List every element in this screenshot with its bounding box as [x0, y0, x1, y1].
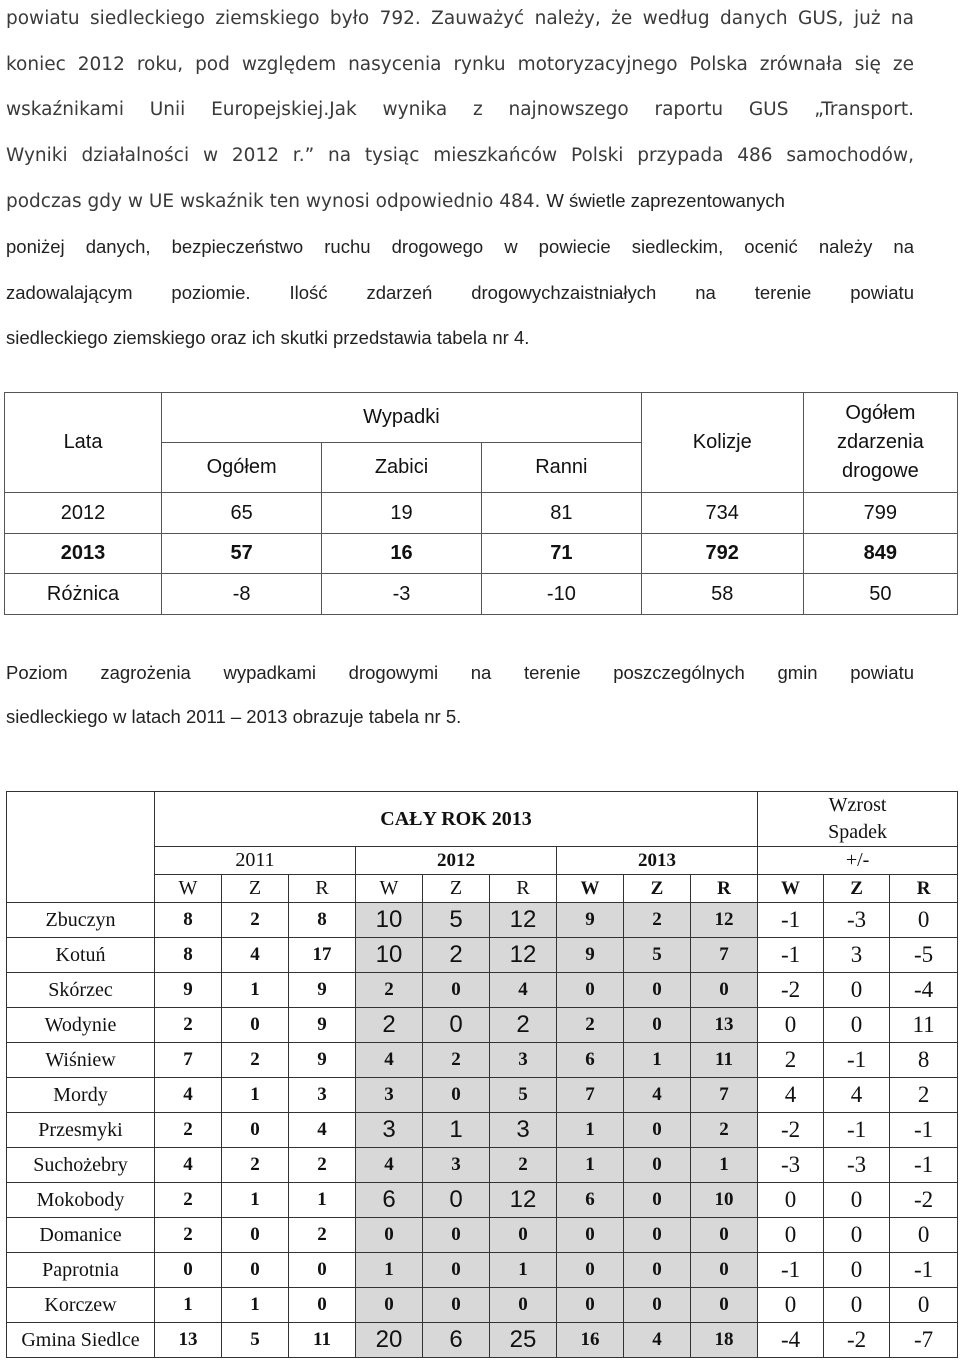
table-cell: 1 [356, 1253, 423, 1288]
table-row [7, 938, 958, 973]
table-cell: 0 [758, 1008, 824, 1043]
table-row [7, 903, 958, 938]
table-cell: Różnica [5, 574, 162, 615]
table-cell: 1 [490, 1253, 557, 1288]
table-cell: 3 [824, 938, 890, 973]
table-cell: -8 [162, 574, 322, 615]
table-cell: 4 [758, 1078, 824, 1113]
table-cell: 0 [691, 1288, 758, 1323]
table-cell: 0 [222, 1113, 289, 1148]
table-row [7, 973, 958, 1008]
table-row [7, 1253, 958, 1288]
table-row [7, 1113, 958, 1148]
header-wypadki: Wypadki [162, 393, 642, 443]
table-cell: 3 [289, 1078, 356, 1113]
table-cell: -1 [824, 1113, 890, 1148]
table-cell: 0 [624, 1288, 691, 1323]
table-cell: 2012 [5, 493, 162, 534]
table-cell: 4 [155, 1078, 222, 1113]
table-cell: 4 [356, 1148, 423, 1183]
table-row [7, 1323, 958, 1358]
table-cell: 13 [691, 1008, 758, 1043]
table-cell: 6 [423, 1323, 490, 1358]
table-cell: 2 [758, 1043, 824, 1078]
diff-label: +/- [758, 847, 958, 875]
table-cell: 1 [222, 973, 289, 1008]
col-header: W [356, 875, 423, 903]
col-header: Z [824, 875, 890, 903]
col-header: R [890, 875, 958, 903]
header-lata: Lata [5, 393, 162, 493]
table-cell: 11 [890, 1008, 958, 1043]
table-title: CAŁY ROK 2013 [155, 792, 758, 847]
middle-line-2: siedleckiego w latach 2011 – 2013 obrazuje tabela nr 5. [6, 706, 462, 727]
intro-line-4: Wyniki działalności w 2012 r.” na tysiąc mieszkańców Polski przypada 486 samochodów, [6, 144, 914, 166]
intro-line-3a: wskaźnikami Unii Europejskiej. [6, 99, 330, 121]
table-cell: -5 [890, 938, 958, 973]
table-cell: 0 [423, 1218, 490, 1253]
wzrost-label: Wzrost [758, 792, 958, 820]
year-2013: 2013 [557, 847, 758, 875]
table-cell: 11 [289, 1323, 356, 1358]
table-cell: 0 [557, 1218, 624, 1253]
table-cell: 65 [162, 493, 322, 534]
table-cell: 2 [490, 1008, 557, 1043]
table-cell: 2 [222, 1148, 289, 1183]
table-cell: 2 [557, 1008, 624, 1043]
table-cell: 849 [803, 534, 957, 574]
table-cell: 9 [289, 973, 356, 1008]
table-cell: 8 [289, 903, 356, 938]
col-header: Z [624, 875, 691, 903]
table-cell: -4 [758, 1323, 824, 1358]
table-cell: -1 [758, 938, 824, 973]
table-cell: 734 [641, 493, 803, 534]
col-header: W [557, 875, 624, 903]
table-cell: 4 [356, 1043, 423, 1078]
table-cell: 2 [624, 903, 691, 938]
table-cell: 0 [824, 973, 890, 1008]
table-cell: 3 [490, 1113, 557, 1148]
intro-paragraph [6, 0, 914, 361]
table-cell: 792 [641, 534, 803, 574]
table-cell: 0 [824, 1218, 890, 1253]
table-cell: 9 [557, 903, 624, 938]
table-cell: -3 [758, 1148, 824, 1183]
table-cell: 1 [423, 1113, 490, 1148]
table-cell: 1 [624, 1043, 691, 1078]
table-cell: 2013 [5, 534, 162, 574]
table-cell: 8 [155, 938, 222, 973]
accidents-summary-table [4, 392, 958, 615]
table-cell: 0 [624, 1183, 691, 1218]
table-cell: -3 [824, 903, 890, 938]
table-body [7, 903, 958, 1358]
table-row [7, 1008, 958, 1043]
intro-line-2: koniec 2012 roku, pod względem nasycenia rynku motoryzacyjnego Polska zrównała się ze [6, 53, 914, 75]
table-cell: 10 [691, 1183, 758, 1218]
table-cell: 20 [356, 1323, 423, 1358]
intro-line-7a: zadowalającym poziomie. Ilość zdarzeń drogowych [6, 281, 561, 303]
col-header: R [691, 875, 758, 903]
table-cell: 0 [557, 1253, 624, 1288]
table-cell: 4 [824, 1078, 890, 1113]
table-cell: 2 [356, 973, 423, 1008]
gmina-name: Mordy [7, 1078, 155, 1113]
table-cell: -1 [824, 1043, 890, 1078]
table-cell: 12 [490, 903, 557, 938]
table-cell: 5 [624, 938, 691, 973]
table-cell: 7 [155, 1043, 222, 1078]
table-cell: -1 [758, 903, 824, 938]
table-cell: 0 [890, 903, 958, 938]
gmina-name: Domanice [7, 1218, 155, 1253]
middle-line-1: Poziom zagrożenia wypadkami drogowymi na terenie poszczególnych gmin powiatu [6, 662, 914, 683]
table-cell: 0 [691, 1253, 758, 1288]
table-cell: 6 [557, 1043, 624, 1078]
col-header: W [758, 875, 824, 903]
table-cell: 19 [322, 493, 482, 534]
table-row [7, 1043, 958, 1078]
table-cell: 0 [557, 1288, 624, 1323]
header-kolizje: Kolizje [641, 393, 803, 493]
table-cell: 1 [222, 1183, 289, 1218]
header-zdarzenia-3: drogowe [841, 460, 919, 482]
table-cell: 2 [423, 938, 490, 973]
table-cell: 25 [490, 1323, 557, 1358]
table-cell: 5 [222, 1323, 289, 1358]
table-cell: 9 [557, 938, 624, 973]
table-cell: -10 [481, 574, 641, 615]
table-cell: 0 [155, 1253, 222, 1288]
table-cell: 3 [490, 1043, 557, 1078]
table-cell: -7 [890, 1323, 958, 1358]
table-cell: -1 [758, 1253, 824, 1288]
table-cell: 7 [691, 1078, 758, 1113]
table-cell: 0 [824, 1288, 890, 1323]
table-cell: 2 [222, 903, 289, 938]
table-cell: 0 [289, 1288, 356, 1323]
table-cell: 2 [222, 1043, 289, 1078]
table-cell: 10 [356, 903, 423, 938]
table-cell: 4 [289, 1113, 356, 1148]
table-cell: 1 [222, 1078, 289, 1113]
table-cell: 4 [490, 973, 557, 1008]
table-cell: 50 [803, 574, 957, 615]
table-cell: 2 [155, 1183, 222, 1218]
table-cell: 6 [557, 1183, 624, 1218]
table-cell: 4 [624, 1323, 691, 1358]
gminy-accidents-table [6, 791, 958, 1358]
gmina-name: Gmina Siedlce [7, 1323, 155, 1358]
table-cell: 12 [490, 938, 557, 973]
table-cell: 0 [758, 1288, 824, 1323]
gmina-name: Wodynie [7, 1008, 155, 1043]
table-cell: 2 [289, 1218, 356, 1253]
intro-line-5a: podczas gdy w UE wskaźnik ten wynosi odpowiednio 484. [6, 191, 541, 213]
table-cell: 16 [322, 534, 482, 574]
table-cell: 8 [155, 903, 222, 938]
table-cell: 0 [624, 973, 691, 1008]
intro-line-7b: zaistniałych na terenie powiatu [560, 281, 914, 303]
table-cell: 0 [356, 1218, 423, 1253]
intro-line-5 [6, 178, 914, 224]
table-cell: 1 [691, 1148, 758, 1183]
table-cell: 6 [356, 1183, 423, 1218]
table-cell: 2 [423, 1043, 490, 1078]
table-cell: -2 [758, 973, 824, 1008]
table-cell: 3 [423, 1148, 490, 1183]
table-cell: -1 [890, 1253, 958, 1288]
col-header: R [490, 875, 557, 903]
table-cell: 0 [222, 1008, 289, 1043]
col-header: Z [222, 875, 289, 903]
table-cell: 1 [557, 1113, 624, 1148]
table-cell: 0 [824, 1008, 890, 1043]
table-cell: 0 [624, 1008, 691, 1043]
table-cell: 0 [423, 1183, 490, 1218]
gmina-name: Korczew [7, 1288, 155, 1323]
header-ranni: Ranni [481, 443, 641, 493]
spadek-label: Spadek [758, 819, 958, 847]
table-cell: 2 [289, 1148, 356, 1183]
table-cell: 10 [356, 938, 423, 973]
table-row [7, 1288, 958, 1323]
table-cell: 0 [624, 1148, 691, 1183]
intro-line-1: powiatu siedleckiego ziemskiego było 792. Zauważyć należy, że według danych GUS, już na [6, 8, 914, 29]
table-cell: 0 [890, 1288, 958, 1323]
table-cell: 9 [155, 973, 222, 1008]
header-zdarzenia-1: Ogółem [845, 402, 916, 424]
table-cell: 0 [624, 1113, 691, 1148]
table-cell: 57 [162, 534, 322, 574]
intro-line-5b: W świetle zaprezentowanych [546, 190, 785, 212]
table-cell: 9 [289, 1043, 356, 1078]
table-cell: 2 [691, 1113, 758, 1148]
gmina-name: Paprotnia [7, 1253, 155, 1288]
gmina-name: Suchożebry [7, 1148, 155, 1183]
col-header: W [155, 875, 222, 903]
intro-line-6: poniżej danych, bezpieczeństwo ruchu drogowego w powiecie siedleckim, ocenić należy na [6, 235, 914, 257]
table-cell: 12 [490, 1183, 557, 1218]
table-cell: 0 [490, 1288, 557, 1323]
table-cell: 13 [155, 1323, 222, 1358]
table-cell: 0 [624, 1218, 691, 1253]
intro-line-7 [6, 270, 914, 316]
table-cell: 18 [691, 1323, 758, 1358]
table-cell: 1 [557, 1148, 624, 1183]
table-cell: 0 [222, 1253, 289, 1288]
table-cell: 0 [691, 973, 758, 1008]
table-cell: 0 [557, 973, 624, 1008]
table-cell: 58 [641, 574, 803, 615]
table-cell: -1 [890, 1113, 958, 1148]
table-cell: 1 [222, 1288, 289, 1323]
table-cell: 5 [490, 1078, 557, 1113]
table-cell: 0 [423, 1078, 490, 1113]
header-ogolem-zdarzenia [803, 393, 957, 493]
table-row [5, 493, 958, 534]
gmina-name: Zbuczyn [7, 903, 155, 938]
intro-line-8: siedleckiego ziemskiego oraz ich skutki przedstawia tabela nr 4. [6, 327, 530, 349]
table-cell: 2 [155, 1218, 222, 1253]
table-cell: 2 [890, 1078, 958, 1113]
table-cell: 1 [289, 1183, 356, 1218]
table-cell: 17 [289, 938, 356, 973]
table-cell: 0 [691, 1218, 758, 1253]
year-2012: 2012 [356, 847, 557, 875]
table-cell: 0 [289, 1253, 356, 1288]
table-cell: 0 [423, 1253, 490, 1288]
table-cell: 8 [890, 1043, 958, 1078]
corner-cell [7, 792, 155, 903]
header-zdarzenia-2: zdarzenia [836, 431, 924, 453]
intro-line-3b: Jak wynika z najnowszego raportu GUS „Transport. [329, 99, 914, 121]
gmina-name: Skórzec [7, 973, 155, 1008]
col-header: R [289, 875, 356, 903]
table-cell: -4 [890, 973, 958, 1008]
gmina-name: Przesmyki [7, 1113, 155, 1148]
table-cell: 0 [222, 1218, 289, 1253]
gmina-name: Mokobody [7, 1183, 155, 1218]
table-cell: -2 [890, 1183, 958, 1218]
table-row [7, 1148, 958, 1183]
table-row [7, 1218, 958, 1253]
table-cell: -2 [758, 1113, 824, 1148]
table-cell: 0 [824, 1183, 890, 1218]
table-cell: 0 [423, 1288, 490, 1323]
table-cell: 81 [481, 493, 641, 534]
header-zabici: Zabici [322, 443, 482, 493]
table-cell: 3 [356, 1113, 423, 1148]
table-cell: 0 [824, 1253, 890, 1288]
table-cell: 2 [490, 1148, 557, 1183]
table-cell: 2 [155, 1113, 222, 1148]
table-cell: 4 [624, 1078, 691, 1113]
table-cell: 1 [155, 1288, 222, 1323]
table-row [5, 574, 958, 615]
table-cell: 0 [758, 1183, 824, 1218]
col-header: Z [423, 875, 490, 903]
table-row [5, 534, 958, 574]
table-cell: 16 [557, 1323, 624, 1358]
gmina-name: Wiśniew [7, 1043, 155, 1078]
table-cell: -2 [824, 1323, 890, 1358]
table-cell: 2 [356, 1008, 423, 1043]
table-cell: -3 [824, 1148, 890, 1183]
table-cell: 7 [557, 1078, 624, 1113]
table-cell: 4 [155, 1148, 222, 1183]
table-cell: 4 [222, 938, 289, 973]
table-cell: -1 [890, 1148, 958, 1183]
table-cell: 0 [758, 1218, 824, 1253]
table-row [7, 1078, 958, 1113]
table-cell: 12 [691, 903, 758, 938]
table-row [7, 1183, 958, 1218]
table-cell: 7 [691, 938, 758, 973]
table-cell: 3 [356, 1078, 423, 1113]
middle-paragraph [6, 651, 914, 739]
year-2011: 2011 [155, 847, 356, 875]
table-cell: 71 [481, 534, 641, 574]
table-cell: 11 [691, 1043, 758, 1078]
table-cell: 0 [423, 1008, 490, 1043]
table-cell: 0 [624, 1253, 691, 1288]
table-cell: 2 [155, 1008, 222, 1043]
table-cell: 9 [289, 1008, 356, 1043]
table-cell: 0 [490, 1218, 557, 1253]
table-cell: 0 [423, 973, 490, 1008]
intro-line-3 [6, 87, 914, 133]
table-cell: 799 [803, 493, 957, 534]
table-cell: 0 [890, 1218, 958, 1253]
table-cell: -3 [322, 574, 482, 615]
gmina-name: Kotuń [7, 938, 155, 973]
header-ogolem: Ogółem [162, 443, 322, 493]
table-cell: 5 [423, 903, 490, 938]
table-cell: 0 [356, 1288, 423, 1323]
